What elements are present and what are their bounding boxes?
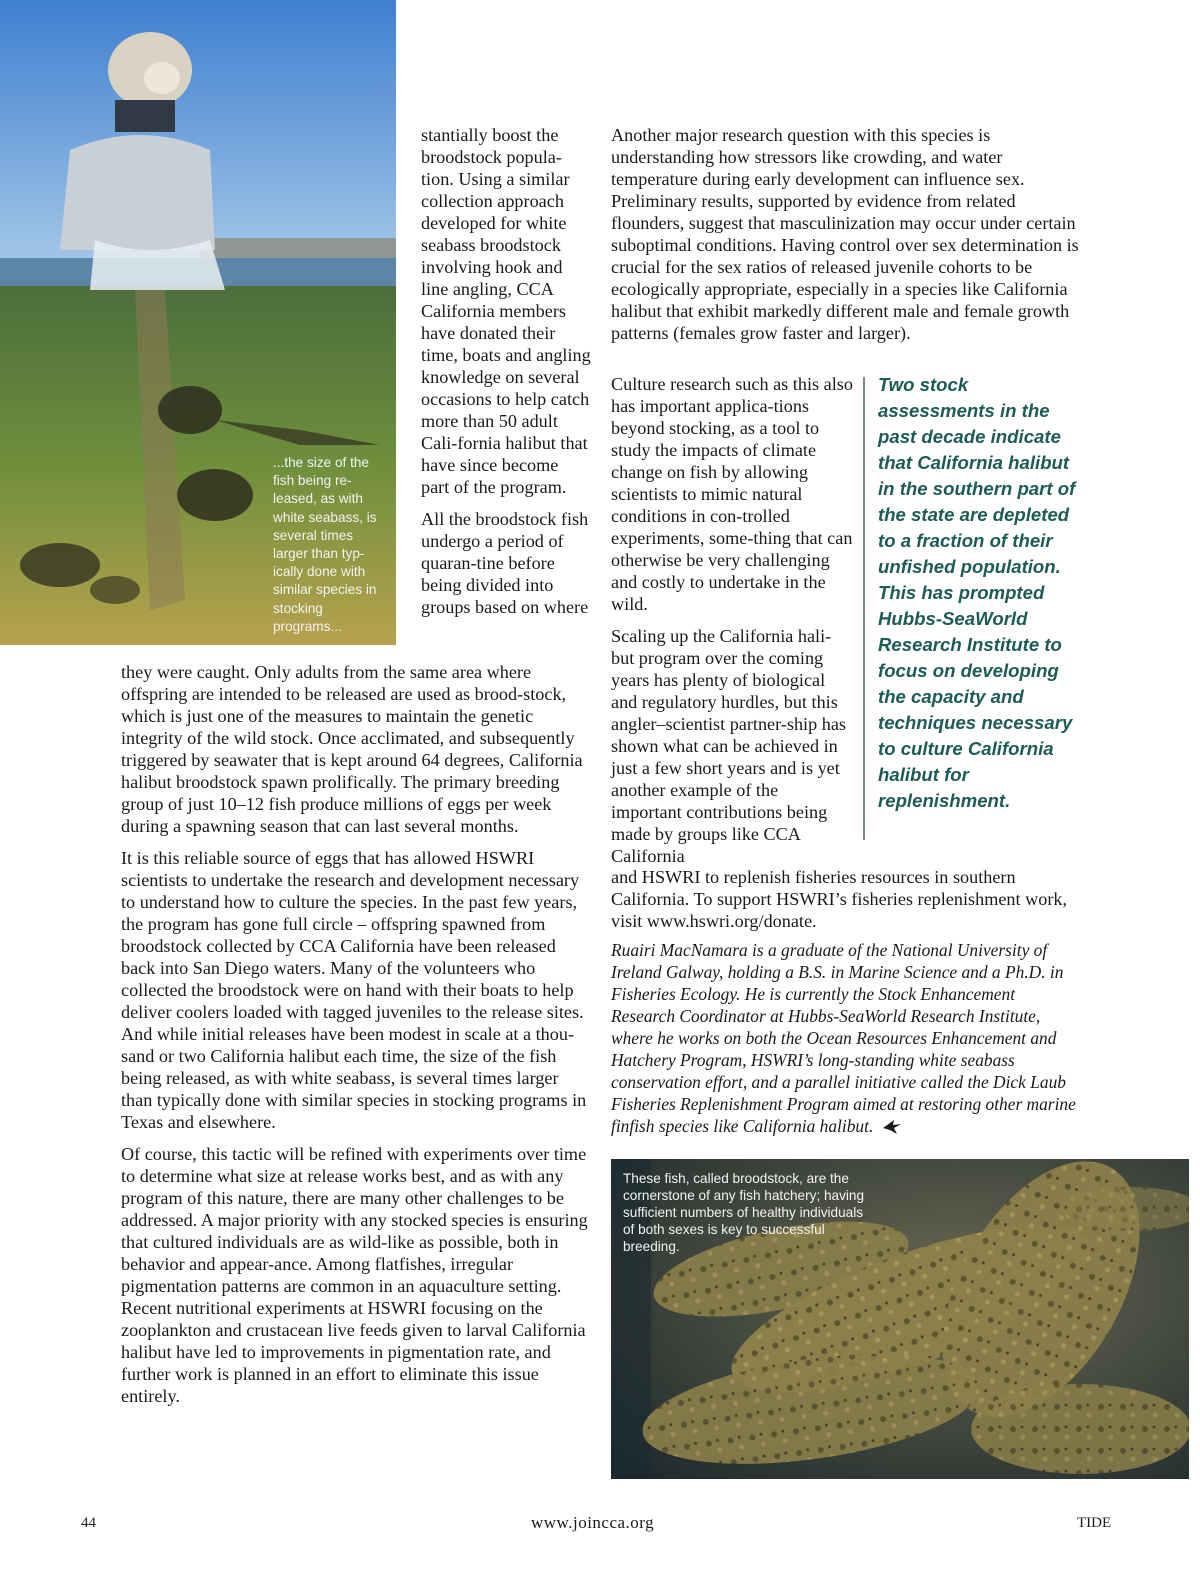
paragraph: Scaling up the California hali-but program over the coming years has plenty of biological and regulatory hurdles, but this angler–scientist partner-ship has shown what can be achieved in just a few short years and is yet another example of the important contributions being made by groups like CCA California	[611, 626, 846, 866]
author-bio	[611, 939, 1081, 1140]
paragraph: Of course, this tactic will be refined with experiments over time to determine what size at release works best, and as with any program of this nature, there are many other challenges to be addressed. A major priority with any stocked species is ensuring that cultured individuals are as wild-like as possible, both in behavior and appear-ance. Among flatfishes, irregular pigmentation patterns are common in an aquaculture setting. Recent nutritional experiments at HSWRI focusing on the zooplankton and crustacean live feeds given to larval California halibut have led to improvements in pigmentation rate, and further work is planned in an effort to eliminate this issue entirely.	[121, 1144, 588, 1406]
end-mark-bird-icon	[882, 1118, 902, 1140]
paragraph: they were caught. Only adults from the same area where offspring are intended to be released are used as brood-stock, which is just one of the measures to maintain the genetic integrity of the wild stock. Once acclimated, and subsequently triggered by seawater that is kept around 64 degrees, California halibut broodstock spawn prolifically. The primary breeding group of just 10–12 fish produce millions of eggs per week during a spawning season that can last several months.	[121, 662, 583, 836]
article-column-b-tail	[611, 866, 1081, 942]
article-column-a-upper	[421, 124, 591, 628]
page-number: 44	[81, 1515, 96, 1531]
paragraph: and HSWRI to replenish fisheries resources in southern California. To support HSWRI’s fisheries replenishment work, visit www.hswri.org/donate.	[611, 867, 1068, 931]
publication-name: TIDE	[1077, 1515, 1112, 1531]
photo-caption-top: ...the size of the fish being re-leased, as with white seabass, is several times larger than typ-ically done with similar species in stocking programs...	[273, 455, 377, 634]
paragraph: Another major research question with this species is understanding how stressors like crowding, and water temperature during early development can influence sex. Preliminary results, supported by evidence from related flounders, suggest that masculinization may occur under certain suboptimal conditions. Having control over sex determination is crucial for the sex ratios of released juvenile cohorts to be ecologically appropriate, especially in a species like California halibut that exhibit markedly different male and female growth patterns (females grow faster and larger).	[611, 125, 1079, 343]
photo-caption-bottom: These fish, called broodstock, are the cornerstone of any fish hatchery; having sufficient numbers of healthy individuals of both sexes is key to successful breeding.	[623, 1171, 865, 1254]
pull-quote-rule	[863, 377, 865, 840]
footer-url: www.joincca.org	[531, 1513, 655, 1532]
author-bio-text: Ruairi MacNamara is a graduate of the National University of Ireland Galway, holding a B.S. in Marine Science and a Ph.D. in Fisheries Ecology. He is currently the Stock Enhancement Research Coordinator at Hubbs-SeaWorld Research Institute, where he works on both the Ocean Resources Enhancement and Hatchery Program, HSWRI’s long-standing white seabass conservation effort, and a parallel initiative called the Dick Laub Fisheries Replenishment Program aimed at restoring other marine finfish species like California halibut.	[611, 940, 1076, 1136]
paragraph: stantially boost the broodstock popula-tion. Using a similar collection approach developed for white seabass broodstock involving hook and line angling, CCA California members have donated their time, boats and angling knowledge on several occasions to help catch more than 50 adult Cali-fornia halibut that have since become part of the program.	[421, 125, 591, 497]
paragraph: All the broodstock fish undergo a period of quaran-tine before being divided into groups based on where	[421, 509, 589, 617]
article-column-b-narrow	[611, 373, 853, 877]
paragraph: Culture research such as this also has important applica-tions beyond stocking, as a tool to study the impacts of climate change on fish by allowing scientists to mimic natural conditions in con-trolled experiments, some-thing that can otherwise be very challenging and costly to undertake in the wild.	[611, 374, 853, 614]
pull-quote: Two stock assessments in the past decade indicate that California halibut in the southern part of the state are depleted to a fraction of their unfished population. This has prompted Hubbs-SeaWorld Research Institute to focus on developing the capacity and techniques necessary to culture California halibut for replenishment.	[878, 374, 1076, 811]
paragraph: It is this reliable source of eggs that has allowed HSWRI scientists to undertake the research and development necessary to understand how to culture the species. In the past few years, the program has gone full circle – offspring spawned from broodstock collected by CCA California have been released back into San Diego waters. Many of the volunteers who collected the broodstock were on hand with their boats to help deliver coolers loaded with tagged juveniles to the release sites. And while initial releases have been modest in scale at a thou-sand or two California halibut each time, the size of the fish being released, as with white seabass, is several times larger than typically done with similar species in stocking programs in Texas and elsewhere.	[121, 848, 587, 1132]
article-column-b-top	[611, 124, 1081, 354]
article-column-a-lower	[121, 661, 591, 1417]
